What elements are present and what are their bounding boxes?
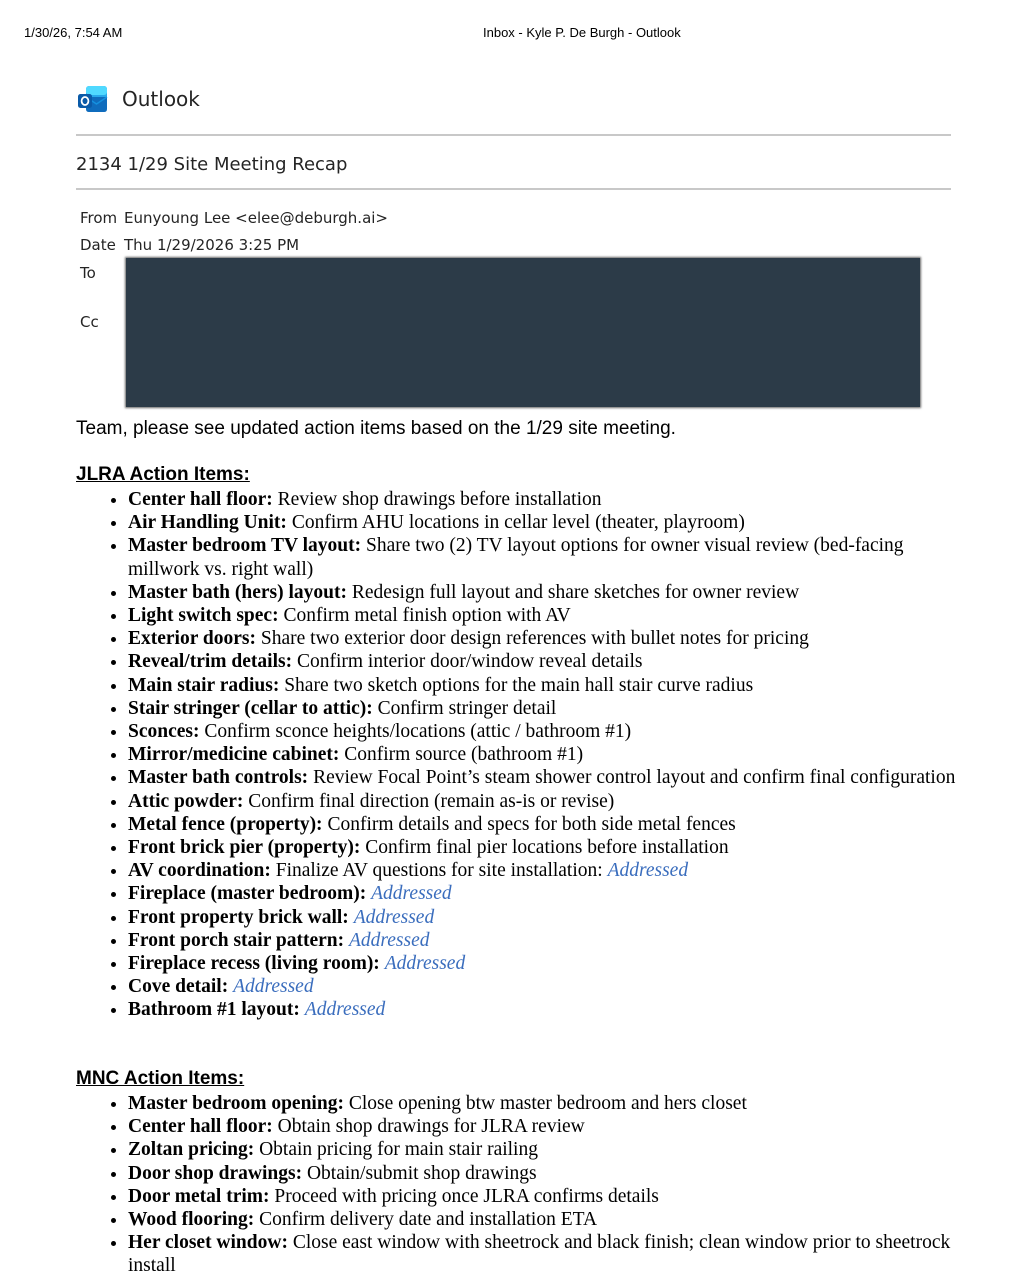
date-value: Thu 1/29/2026 3:25 PM <box>124 236 300 254</box>
outlook-brand <box>78 84 200 114</box>
action-item-text: Confirm details and specs for both side metal fences <box>322 813 736 835</box>
action-item-text: Share two exterior door design references with bullet notes for pricing <box>256 628 809 650</box>
action-item-label: Center hall floor: <box>128 1116 273 1138</box>
recipients-redaction <box>126 258 920 407</box>
addressed-status: Addressed <box>607 860 689 882</box>
action-item <box>128 1185 958 1208</box>
from-label: From <box>80 209 118 227</box>
action-item-text: Confirm delivery date and installation ETA <box>254 1209 598 1231</box>
action-item-text: Share two sketch options for the main hall stair curve radius <box>279 674 754 696</box>
action-item-label: Air Handling Unit: <box>128 512 287 534</box>
action-item-text: Obtain shop drawings for JLRA review <box>272 1116 585 1138</box>
action-item-label: Bathroom #1 layout: <box>128 999 300 1021</box>
action-item <box>128 859 958 882</box>
action-item <box>128 488 958 511</box>
action-item <box>128 1138 958 1161</box>
action-item-label: Master bedroom TV layout: <box>128 535 362 557</box>
action-item-text: Review shop drawings before installation <box>272 489 602 510</box>
action-item <box>128 1208 958 1231</box>
action-item-text: Confirm sconce heights/locations (attic / bathroom #1) <box>199 721 632 743</box>
action-item-label: Exterior doors: <box>128 628 256 650</box>
action-item-label: Master bath (hers) layout: <box>128 581 347 603</box>
action-item-label: Stair stringer (cellar to attic): <box>128 697 373 719</box>
action-item <box>128 720 958 743</box>
action-item-text: Confirm final direction (remain as-is or revise) <box>243 790 615 812</box>
from-row <box>80 209 388 227</box>
cc-row <box>80 313 99 331</box>
action-item-text: Confirm AHU locations in cellar level (theater, playroom) <box>286 512 745 534</box>
action-item <box>128 1231 958 1277</box>
action-item-label: Reveal/trim details: <box>128 651 293 673</box>
window-title: Inbox - Kyle P. De Burgh - Outlook <box>483 25 681 40</box>
action-item <box>128 882 958 905</box>
action-item-label: Door shop drawings: <box>128 1162 303 1184</box>
action-item-label: Fireplace (master bedroom): <box>128 883 367 905</box>
action-item <box>128 1092 958 1115</box>
action-item <box>128 511 958 534</box>
print-header <box>24 25 988 41</box>
action-item-text: Redesign full layout and share sketches for owner review <box>347 581 800 603</box>
action-item-text: Obtain/submit shop drawings <box>302 1162 537 1184</box>
action-item-text: Share two (2) TV layout options for owner visual review (bed-facing millwork vs. right wall) <box>128 535 904 580</box>
email-subject: 2134 1/29 Site Meeting Recap <box>76 154 348 175</box>
action-item-label: Front property brick wall: <box>128 906 349 928</box>
action-item-text: Confirm interior door/window reveal details <box>292 651 643 673</box>
action-item-text: Confirm metal finish option with AV <box>278 605 571 627</box>
cc-label: Cc <box>80 313 99 331</box>
action-item-label: Light switch spec: <box>128 605 279 627</box>
outlook-logo-icon <box>78 85 108 113</box>
jlra-section-title: JLRA Action Items: <box>76 464 250 485</box>
action-item-label: Wood flooring: <box>128 1209 255 1231</box>
date-label: Date <box>80 236 116 254</box>
addressed-status: Addressed <box>304 999 386 1021</box>
action-item-text: Close opening btw master bedroom and hers closet <box>343 1093 747 1114</box>
to-row <box>80 264 96 282</box>
action-item-label: Metal fence (property): <box>128 813 323 835</box>
action-item <box>128 650 958 673</box>
action-item <box>128 1115 958 1138</box>
from-value[interactable]: Eunyoung Lee <elee@deburgh.ai> <box>124 209 388 227</box>
intro-text: Team, please see updated action items based on the 1/29 site meeting. <box>76 418 676 439</box>
to-label: To <box>80 264 96 282</box>
action-item-label: Main stair radius: <box>128 674 280 696</box>
action-item-text: Confirm source (bathroom #1) <box>339 744 584 766</box>
action-item-label: Center hall floor: <box>128 489 273 510</box>
print-timestamp: 1/30/26, 7:54 AM <box>24 25 123 40</box>
action-item <box>128 929 958 952</box>
header-divider <box>76 134 951 136</box>
action-item <box>128 581 958 604</box>
brand-name: Outlook <box>122 87 200 111</box>
action-item <box>128 627 958 650</box>
action-item <box>128 534 958 580</box>
subject-divider <box>76 188 951 190</box>
action-item-text: Obtain pricing for main stair railing <box>254 1139 538 1161</box>
action-item <box>128 906 958 929</box>
mnc-section-title: MNC Action Items: <box>76 1068 245 1089</box>
action-item-label: Master bath controls: <box>128 767 309 789</box>
date-row <box>80 236 300 254</box>
action-item <box>128 604 958 627</box>
action-item <box>128 998 958 1021</box>
action-item <box>128 766 958 789</box>
action-item-text: Confirm stringer detail <box>372 697 557 719</box>
action-item-label: Master bedroom opening: <box>128 1093 344 1114</box>
jlra-action-list <box>96 488 958 1022</box>
action-item <box>128 1162 958 1185</box>
action-item <box>128 813 958 836</box>
action-item-text: Proceed with pricing once JLRA confirms details <box>269 1185 659 1207</box>
action-item-label: Sconces: <box>128 721 200 743</box>
addressed-status: Addressed <box>353 906 435 928</box>
action-item-label: Mirror/medicine cabinet: <box>128 744 340 766</box>
action-item-label: Fireplace recess (living room): <box>128 953 380 975</box>
action-item-label: Door metal trim: <box>128 1185 270 1207</box>
addressed-status: Addressed <box>233 976 314 998</box>
action-item <box>128 975 958 998</box>
action-item-label: Zoltan pricing: <box>128 1139 255 1161</box>
action-item-label: Front porch stair pattern: <box>128 929 345 951</box>
action-item-text: Review Focal Point’s steam shower control layout and confirm final configuration <box>308 767 956 789</box>
action-item <box>128 952 958 975</box>
action-item-text: Confirm final pier locations before installation <box>360 837 729 859</box>
action-item <box>128 743 958 766</box>
addressed-status: Addressed <box>384 953 466 975</box>
action-item-label: AV coordination: <box>128 860 271 882</box>
action-item <box>128 674 958 697</box>
action-item-text: Close east window with sheetrock and black finish; clean window prior to sheetrock install <box>128 1232 951 1277</box>
action-item-text: Finalize AV questions for site installation: <box>270 860 608 882</box>
action-item <box>128 836 958 859</box>
action-item <box>128 697 958 720</box>
action-item-label: Her closet window: <box>128 1232 288 1254</box>
addressed-status: Addressed <box>371 883 452 905</box>
action-item-label: Cove detail: <box>128 976 229 998</box>
action-item-label: Front brick pier (property): <box>128 837 361 859</box>
action-item-label: Attic powder: <box>128 790 244 812</box>
mnc-action-list <box>96 1092 958 1278</box>
action-item <box>128 790 958 813</box>
addressed-status: Addressed <box>348 929 430 951</box>
